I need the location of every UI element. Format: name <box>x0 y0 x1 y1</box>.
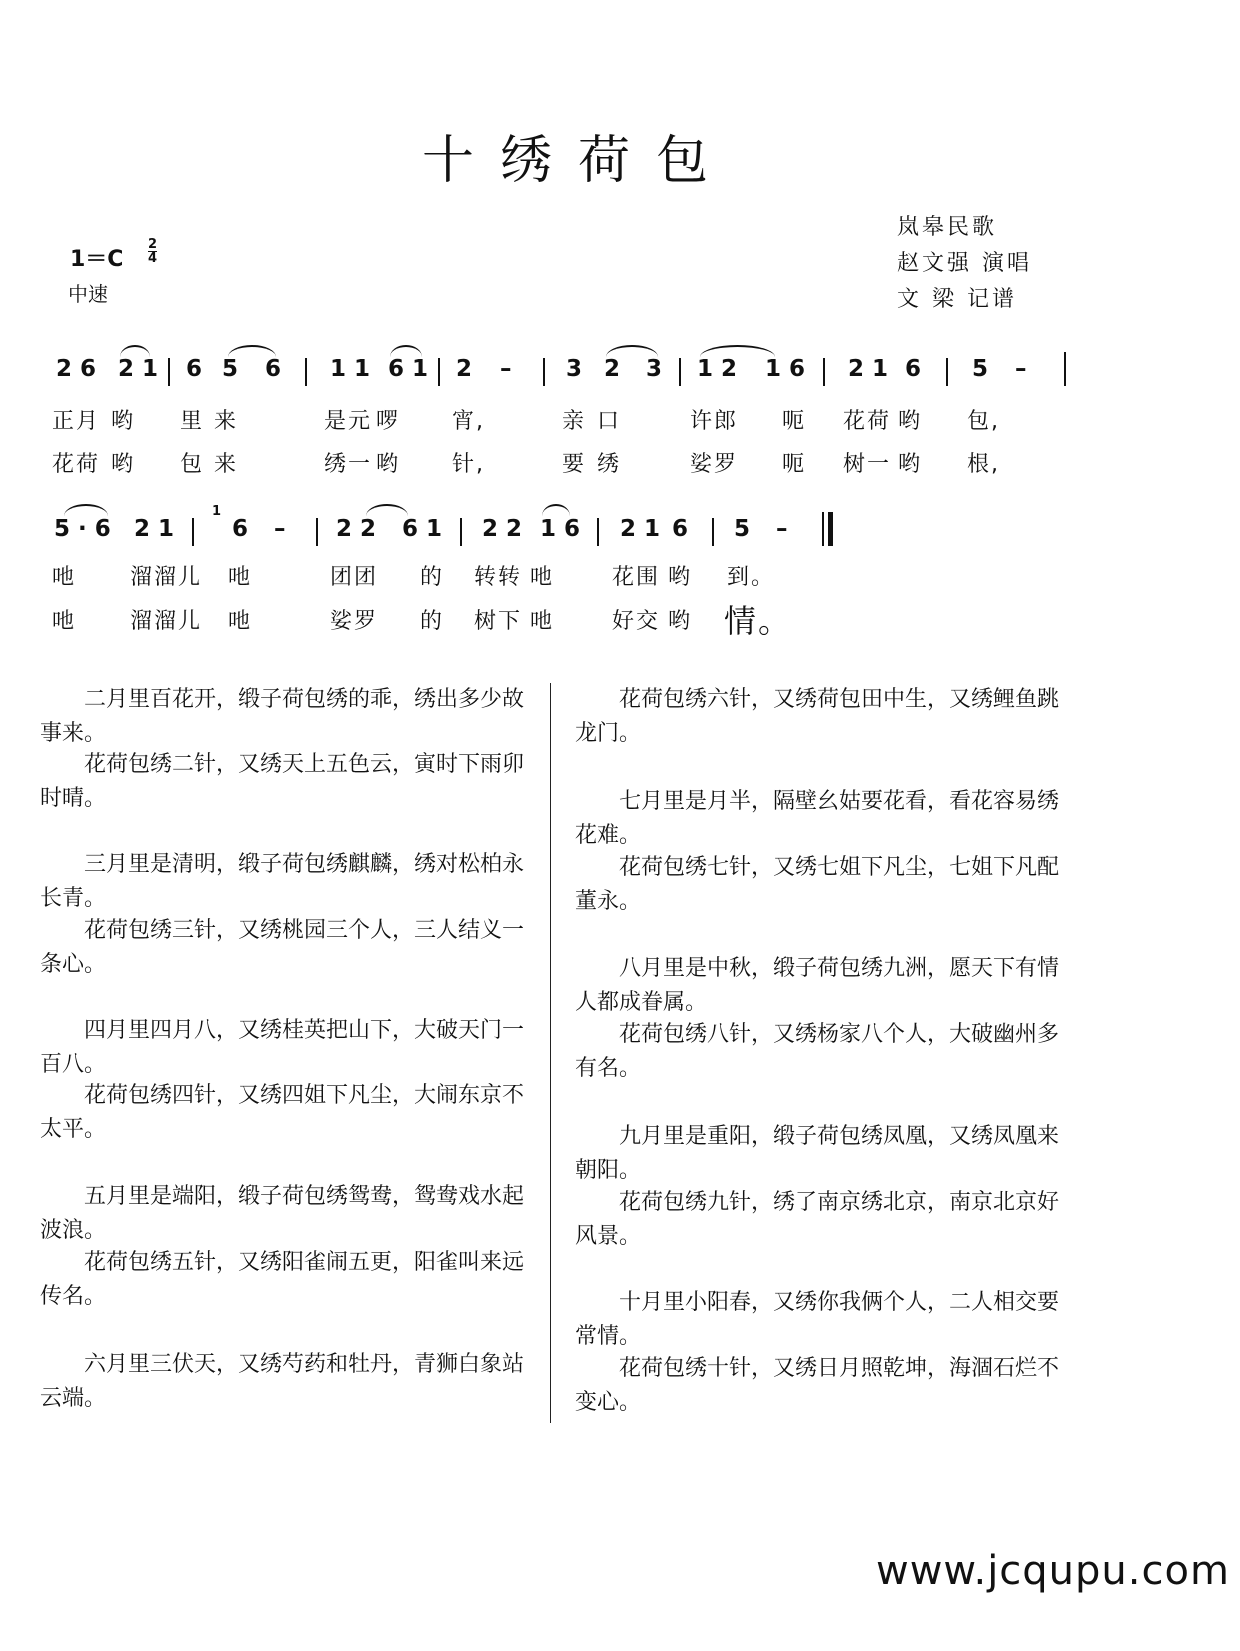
lyric: 吔 <box>530 565 555 590</box>
slur <box>120 345 150 357</box>
note: 1 1 <box>330 356 371 382</box>
lyric: 花围 <box>612 565 661 590</box>
bar-line <box>543 358 545 386</box>
slur <box>64 504 108 516</box>
final-bar-thin <box>822 512 824 546</box>
column-divider <box>550 683 551 1423</box>
note: 2 1 <box>118 356 159 382</box>
lyric: 吔 <box>530 609 555 634</box>
lyric: 绣一 <box>324 452 373 477</box>
lyric: 情。 <box>724 602 793 640</box>
note: 2 1 <box>620 516 661 542</box>
credit-origin: 岚皋民歌 <box>897 215 998 240</box>
verse-paragraph: 花荷包绣七针，又绣七姐下凡尘，七姐下凡配董永。 <box>575 855 1060 914</box>
lyric: 哟 <box>111 409 136 434</box>
note: 5 <box>972 356 989 382</box>
lyric: 的 <box>420 609 445 634</box>
bar-line <box>305 358 307 386</box>
note: 1 2 <box>697 356 738 382</box>
note: 5 · 6 <box>54 516 111 542</box>
lyric: 要 <box>562 452 587 477</box>
lyric: 娑罗 <box>330 609 379 634</box>
lyric: 是元 <box>324 409 373 434</box>
slur <box>366 504 408 516</box>
lyric: 包, <box>967 409 1000 434</box>
slur <box>390 345 422 357</box>
final-bar-thick <box>828 512 833 546</box>
note: 2 2 <box>336 516 377 542</box>
lyric: 根, <box>967 452 1000 477</box>
bar-line <box>946 358 948 386</box>
time-denominator: 4 <box>148 251 158 266</box>
lyric: 哟 <box>898 409 923 434</box>
slur <box>700 345 775 357</box>
verse-paragraph: 二月里百花开，缎子荷包绣的乖，绣出多少故事来。 <box>40 687 525 746</box>
lyric: 溜溜儿 <box>130 565 203 590</box>
bar-line <box>316 518 318 546</box>
lyric: 吔 <box>228 609 253 634</box>
verse-paragraph: 六月里三伏天，又绣芍药和牡丹，青狮白象站云端。 <box>40 1352 525 1411</box>
lyric: 呃 <box>782 452 807 477</box>
note: 1 6 <box>540 516 581 542</box>
lyric: 口 <box>597 409 622 434</box>
lyric: 许郎 <box>690 409 739 434</box>
lyric: 吔 <box>52 565 77 590</box>
bar-line <box>712 518 714 546</box>
verse-paragraph: 八月里是中秋，缎子荷包绣九洲，愿天下有情人都成眷属。 <box>575 956 1060 1015</box>
verse-paragraph: 四月里四月八，又绣桂英把山下，大破天门一百八。 <box>40 1018 525 1077</box>
tempo-marking: 中速 <box>68 282 108 306</box>
bar-line <box>438 358 440 386</box>
grace-note: 1 <box>212 504 222 519</box>
verse-paragraph: 花荷包绣四针，又绣四姐下凡尘，大闹东京不太平。 <box>40 1083 525 1142</box>
lyric: 哟 <box>668 609 693 634</box>
bar-line <box>823 358 825 386</box>
lyric: 转转 <box>474 565 523 590</box>
lyric: 花荷 <box>52 452 101 477</box>
note: 6 <box>186 356 203 382</box>
lyric: 啰 <box>376 409 401 434</box>
verse-paragraph: 花荷包绣六针，又绣荷包田中生，又绣鲤鱼跳龙门。 <box>575 687 1060 746</box>
lyric: 来 <box>214 409 239 434</box>
note: – <box>1015 356 1027 382</box>
lyric: 哟 <box>111 452 136 477</box>
lyric: 宵, <box>452 409 485 434</box>
slur <box>542 504 570 516</box>
lyric: 哟 <box>376 452 401 477</box>
note: 2 <box>456 356 473 382</box>
lyric: 里 <box>180 409 205 434</box>
lyric: 吔 <box>228 565 253 590</box>
slur <box>606 345 658 357</box>
note: 6 <box>672 516 689 542</box>
lyric: 团团 <box>330 565 379 590</box>
lyric: 呃 <box>782 409 807 434</box>
note: – <box>500 356 512 382</box>
verse-paragraph: 花荷包绣二针，又绣天上五色云，寅时下雨卯时晴。 <box>40 752 525 811</box>
verse-paragraph: 花荷包绣八针，又绣杨家八个人，大破幽州多有名。 <box>575 1022 1060 1081</box>
note: – <box>776 516 788 542</box>
note: 6 <box>232 516 249 542</box>
slur <box>228 345 276 357</box>
note: 2 6 <box>56 356 97 382</box>
verse-paragraph: 三月里是清明，缎子荷包绣麒麟，绣对松柏永长青。 <box>40 852 525 911</box>
bar-line <box>597 518 599 546</box>
verse-paragraph: 花荷包绣十针，又绣日月照乾坤，海涸石烂不变心。 <box>575 1356 1060 1415</box>
bar-line <box>192 518 194 546</box>
lyric: 到。 <box>727 565 776 590</box>
lyric: 包 <box>180 452 205 477</box>
verse-paragraph: 花荷包绣五针，又绣阳雀闹五更，阳雀叫来远传名。 <box>40 1250 525 1309</box>
verse-paragraph: 十月里小阳春，又绣你我俩个人，二人相交要常情。 <box>575 1290 1060 1349</box>
note: 6 <box>905 356 922 382</box>
note: 2 <box>604 356 621 382</box>
lyric: 娑罗 <box>690 452 739 477</box>
lyric: 好交 <box>612 609 661 634</box>
lyric: 正月 <box>52 409 101 434</box>
note: 6 1 <box>402 516 443 542</box>
lyric: 针, <box>452 452 485 477</box>
note: 2 2 <box>482 516 523 542</box>
lyric: 哟 <box>898 452 923 477</box>
note: 6 1 <box>388 356 429 382</box>
verse-paragraph: 五月里是端阳，缎子荷包绣鸳鸯，鸳鸯戏水起波浪。 <box>40 1184 525 1243</box>
bar-line <box>1064 352 1066 386</box>
note: 5 <box>222 356 239 382</box>
note: 3 <box>566 356 583 382</box>
verse-paragraph: 花荷包绣九针，绣了南京绣北京，南京北京好风景。 <box>575 1190 1060 1249</box>
lyric: 哟 <box>668 565 693 590</box>
key-signature: 1＝C <box>70 247 124 272</box>
page-title: 十绣荷包 <box>421 131 734 191</box>
time-signature <box>148 238 157 265</box>
bar-line <box>460 518 462 546</box>
lyric: 亲 <box>562 409 587 434</box>
bar-line <box>168 358 170 386</box>
lyric: 溜溜儿 <box>130 609 203 634</box>
verse-paragraph: 七月里是月半，隔壁幺姑要花看，看花容易绣花难。 <box>575 789 1060 848</box>
time-numerator: 2 <box>148 237 158 252</box>
note: 5 <box>734 516 751 542</box>
note: 6 <box>265 356 282 382</box>
lyric: 吔 <box>52 609 77 634</box>
lyric: 绣 <box>597 452 622 477</box>
verse-paragraph: 花荷包绣三针，又绣桃园三个人，三人结义一条心。 <box>40 918 525 977</box>
lyric: 的 <box>420 565 445 590</box>
lyric: 来 <box>214 452 239 477</box>
note: 2 1 <box>848 356 889 382</box>
bar-line <box>679 358 681 386</box>
note: – <box>274 516 286 542</box>
verse-paragraph: 九月里是重阳，缎子荷包绣凤凰，又绣凤凰来朝阳。 <box>575 1124 1060 1183</box>
note: 3 <box>646 356 663 382</box>
lyric: 树一 <box>843 452 892 477</box>
lyric: 树下 <box>474 609 523 634</box>
watermark-url: www.jcqupu.com <box>876 1548 1230 1594</box>
credit-singer: 赵文强 演唱 <box>897 251 1032 276</box>
credit-transcriber: 文 梁 记谱 <box>897 287 1017 312</box>
note: 1 6 <box>765 356 806 382</box>
note: 2 1 <box>134 516 175 542</box>
lyric: 花荷 <box>843 409 892 434</box>
